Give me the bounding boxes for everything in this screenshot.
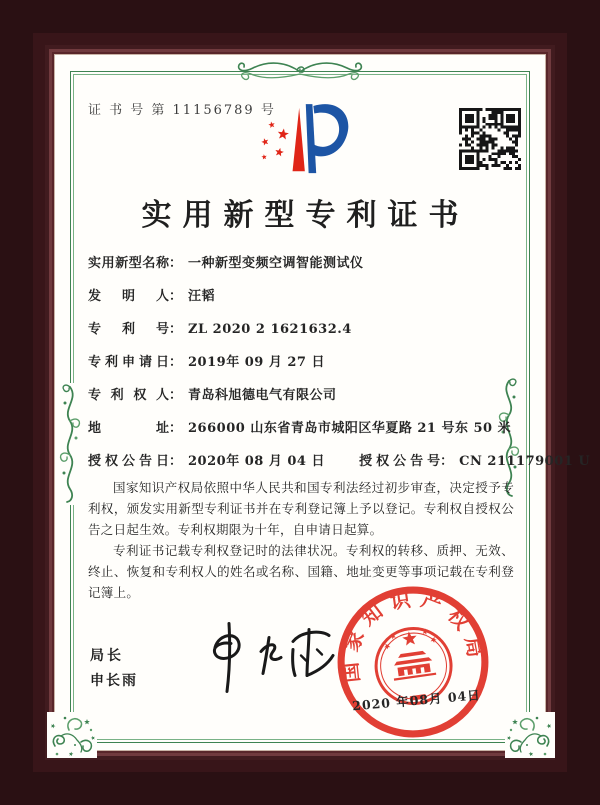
field-grant-number: 授权公告号： CN 211179001 U <box>359 454 591 469</box>
field-label: 专利号 <box>88 322 169 337</box>
field-value: 266000 山东省青岛市城阳区华夏路 21 号东 50 米 <box>188 421 512 436</box>
field-grant-date: 授权公告日： 2020年 08 月 04 日 <box>88 454 325 469</box>
cnipa-official-seal-icon <box>322 571 505 754</box>
cnipa-logo-icon <box>250 96 354 184</box>
field-label: 实用新型名称 <box>88 256 169 271</box>
bottom-left-floral-ornament-icon <box>47 712 97 758</box>
certificate-title: 实用新型专利证书 <box>141 198 470 233</box>
field-label: 地址 <box>88 421 169 436</box>
field-label: 专利申请日 <box>88 355 169 370</box>
seal-date: 2020 年08月 04日 <box>351 687 482 714</box>
top-flourish-ornament-icon <box>231 56 369 86</box>
bottom-right-floral-ornament-icon <box>505 712 555 758</box>
field-value: ZL 2020 2 1621632.4 <box>188 322 352 337</box>
field-value: 青岛科旭德电气有限公司 <box>188 388 337 403</box>
field-value: 一种新型变频空调智能测试仪 <box>188 256 364 271</box>
field-label: 发明人 <box>88 289 169 304</box>
field-value: 汪韬 <box>188 289 216 304</box>
field-label: 专利权人 <box>88 388 169 403</box>
field-grant-row <box>88 452 591 472</box>
field-address: 地址： 266000 山东省青岛市城阳区华夏路 21 号东 50 米 <box>88 419 520 439</box>
seal-ring-text: 国家知识产权局 <box>337 586 490 684</box>
legal-paragraph-1: 国家知识产权局依照中华人民共和国专利法经过初步审查，决定授予专利权，颁发实用新型专利证书并在专利登记簿上予以登记。专利权自授权公告之日起生效。专利权期限为十年，自申请日起算。 <box>88 480 514 537</box>
director-title: 局长 <box>90 648 124 664</box>
field-value: 2019年 09 月 27 日 <box>188 355 325 370</box>
director-signature-icon <box>185 616 345 704</box>
field-application-date: 专利申请日： 2019年 09 月 27 日 <box>88 353 520 373</box>
qr-code <box>459 108 521 170</box>
field-patent-number: 专利号： ZL 2020 2 1621632.4 <box>88 320 520 340</box>
certificate-fields <box>88 254 591 485</box>
field-patentee: 专利权人： 青岛科旭德电气有限公司 <box>88 386 520 406</box>
legal-paragraph-2: 专利证书记载专利权登记时的法律状况。专利权的转移、质押、无效、终止、恢复和专利权人的姓名或名称、国籍、地址变更等事项记载在专利登记簿上。 <box>88 543 514 600</box>
field-inventor: 发明人： 汪韬 <box>88 287 520 307</box>
field-utility-model-name: 实用新型名称： 一种新型变频空调智能测试仪 <box>88 254 520 274</box>
director-name: 申长雨 <box>90 673 138 689</box>
left-vine-ornament-icon <box>57 383 83 505</box>
certificate-number: 证 书 号 第 11156789 号 <box>88 103 276 118</box>
